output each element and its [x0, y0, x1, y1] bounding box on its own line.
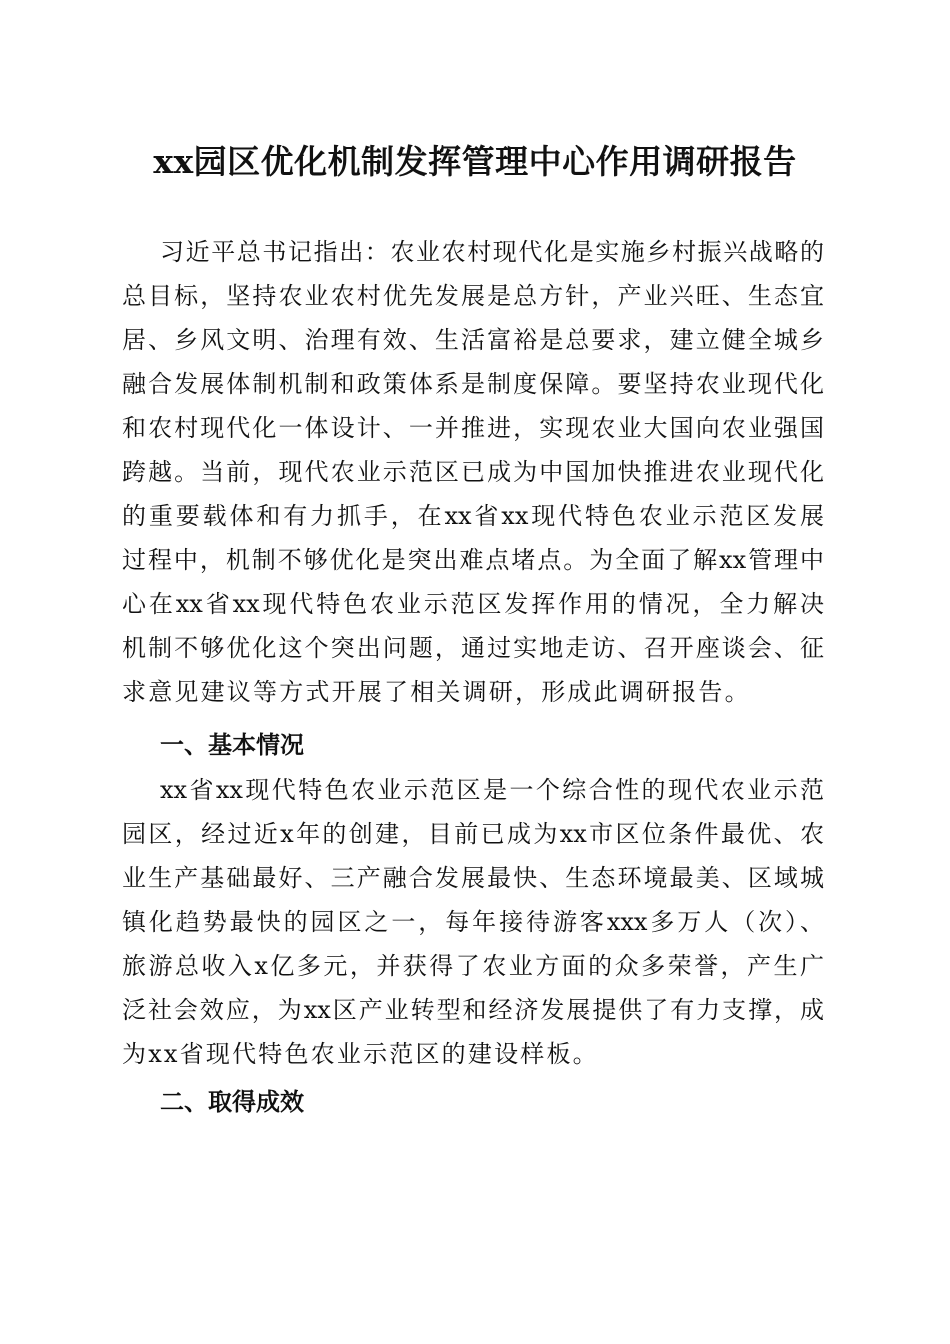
intro-line: 求意见建议等方式开展了相关调研，形成此调研报告。 — [122, 678, 751, 706]
section-heading-achievements: 二、取得成效 — [160, 1088, 304, 1116]
intro-line: 过程中，机制不够优化是突出难点堵点。为全面了解xx管理中 — [122, 546, 824, 574]
intro-line: 居、乡风文明、治理有效、生活富裕是总要求，建立健全城乡 — [122, 326, 824, 354]
section1-line: 为xx省现代特色农业示范区的建设样板。 — [122, 1040, 599, 1068]
document-title: xx园区优化机制发挥管理中心作用调研报告 — [153, 142, 797, 181]
intro-line: 融合发展体制机制和政策体系是制度保障。要坚持农业现代化 — [122, 370, 824, 398]
intro-line: 总目标，坚持农业农村优先发展是总方针，产业兴旺、生态宜 — [122, 282, 824, 310]
section1-line: 泛社会效应，为xx区产业转型和经济发展提供了有力支撑，成 — [122, 996, 824, 1024]
section-heading-basic-situation: 一、基本情况 — [160, 731, 304, 759]
intro-line: 心在xx省xx现代特色农业示范区发挥作用的情况，全力解决 — [122, 590, 824, 618]
intro-line: 的重要载体和有力抓手，在xx省xx现代特色农业示范区发展 — [122, 502, 824, 530]
intro-line: 机制不够优化这个突出问题，通过实地走访、召开座谈会、征 — [122, 634, 824, 662]
section1-line: 镇化趋势最快的园区之一，每年接待游客xxx多万人（次）、 — [122, 908, 824, 936]
section1-line: 旅游总收入x亿多元，并获得了农业方面的众多荣誉，产生广 — [122, 952, 824, 980]
intro-line: 和农村现代化一体设计、一并推进，实现农业大国向农业强国 — [122, 414, 824, 442]
intro-line: 跨越。当前，现代农业示范区已成为中国加快推进农业现代化 — [122, 458, 824, 486]
section1-line: 园区，经过近x年的创建，目前已成为xx市区位条件最优、农 — [122, 820, 824, 848]
section1-line: xx省xx现代特色农业示范区是一个综合性的现代农业示范 — [160, 776, 824, 804]
section1-line: 业生产基础最好、三产融合发展最快、生态环境最美、区域城 — [122, 864, 824, 892]
intro-line: 习近平总书记指出：农业农村现代化是实施乡村振兴战略的 — [160, 238, 824, 266]
